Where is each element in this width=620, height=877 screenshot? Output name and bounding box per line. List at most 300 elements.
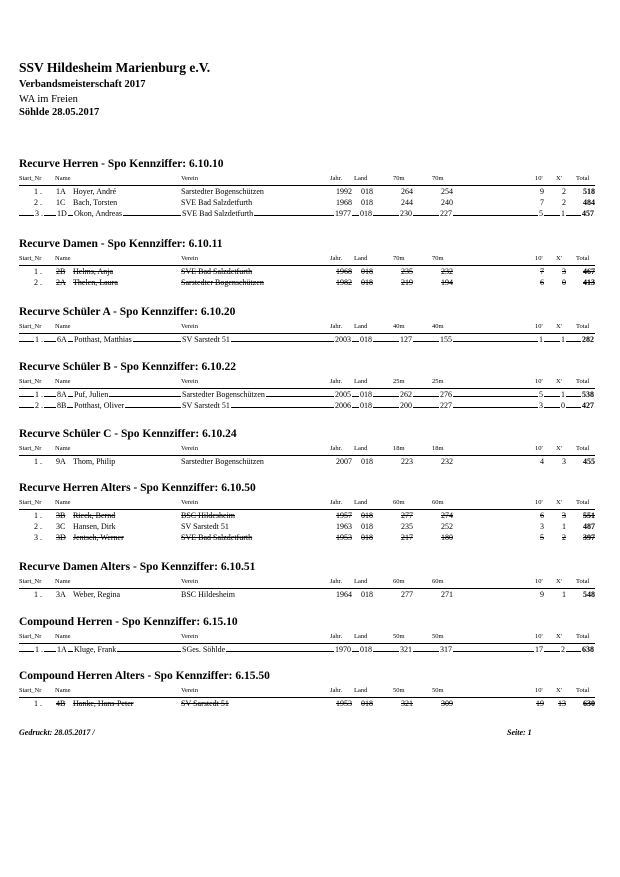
cell-x: 2	[561, 645, 565, 654]
cell-d2: 254	[441, 187, 453, 196]
result-row	[0, 590, 620, 601]
cell-d2: 232	[441, 267, 453, 276]
cell-x: 2	[562, 533, 566, 542]
cell-d1: 321	[401, 699, 413, 708]
cell-d1: 262	[400, 390, 412, 399]
cell-name: Puf, Julien	[74, 390, 109, 399]
column-header-start: Start_Nr	[19, 499, 42, 506]
section-title: Recurve Schüler B - Spo Kennziffer: 6.10.22	[19, 361, 236, 373]
cell-d2: 317	[440, 645, 452, 654]
cell-name: Thom, Philip	[73, 457, 116, 466]
section-title: Recurve Damen Alters - Spo Kennziffer: 6.10.51	[19, 561, 256, 573]
cell-year: 1953	[336, 533, 352, 542]
cell-club: SVE Bad Salzdetfurth	[182, 209, 254, 218]
column-header-year: Jahr.	[330, 445, 343, 452]
column-header-row	[0, 687, 620, 697]
cell-x: 3	[562, 267, 566, 276]
cell-year: 1968	[336, 198, 352, 207]
column-header-year: Jahr.	[330, 378, 343, 385]
cell-d2: 276	[440, 390, 452, 399]
column-header-row	[0, 175, 620, 185]
cell-land: 018	[360, 401, 372, 410]
header-divider	[19, 509, 595, 510]
cell-tens: 17	[535, 645, 543, 654]
column-header-total: Total	[576, 378, 590, 385]
column-header-row	[0, 445, 620, 455]
cell-tens: 7	[540, 198, 544, 207]
cell-land: 018	[361, 278, 373, 287]
cell-club: SGes. Söhlde	[182, 645, 226, 654]
result-row	[0, 278, 620, 289]
cell-club: SVE Bad Salzdetfurth	[181, 198, 253, 207]
column-header-name: Name	[55, 323, 71, 330]
cell-name: Potthast, Oliver	[74, 401, 125, 410]
cell-total: 413	[583, 278, 595, 287]
cell-year: 1970	[335, 645, 351, 654]
cell-d1: 244	[401, 198, 413, 207]
column-header-d2: 60m	[432, 499, 444, 506]
cell-year: 1982	[336, 278, 352, 287]
cell-club: SV Sarstedt 51	[182, 335, 230, 344]
column-header-row	[0, 633, 620, 643]
column-header-club: Verein	[181, 378, 198, 385]
cell-total: 455	[583, 457, 595, 466]
cell-d2: 240	[441, 198, 453, 207]
cell-tens: 7	[540, 267, 544, 276]
column-header-start: Start_Nr	[19, 687, 42, 694]
column-header-total: Total	[576, 633, 590, 640]
cell-total: 538	[582, 390, 594, 399]
column-header-club: Verein	[181, 687, 198, 694]
column-header-year: Jahr.	[330, 175, 343, 182]
column-header-d1: 50m	[393, 633, 405, 640]
column-header-row	[0, 323, 620, 333]
cell-start: 4B	[56, 699, 66, 708]
cell-d1: 277	[401, 590, 413, 599]
cell-x: 2	[562, 198, 566, 207]
cell-land: 018	[361, 511, 373, 520]
cell-pos: 1 .	[34, 267, 42, 276]
column-header-land: Land	[354, 499, 368, 506]
cell-d1: 235	[401, 522, 413, 531]
cell-x: 3	[562, 511, 566, 520]
column-header-year: Jahr.	[330, 255, 343, 262]
cell-pos: 3 .	[34, 533, 42, 542]
header-divider	[19, 185, 595, 186]
column-header-tens: 10'	[535, 499, 543, 506]
cell-d1: 277	[401, 511, 413, 520]
cell-total: 548	[583, 590, 595, 599]
column-header-total: Total	[576, 323, 590, 330]
column-header-start: Start_Nr	[19, 323, 42, 330]
cell-start: 2B	[56, 267, 66, 276]
cell-total: 487	[583, 522, 595, 531]
cell-name: Hansen, Dirk	[73, 522, 116, 531]
section-title: Compound Herren Alters - Spo Kennziffer: 6.15.50	[19, 670, 270, 682]
column-header-land: Land	[354, 445, 368, 452]
cell-total: 397	[583, 533, 595, 542]
cell-year: 1977	[335, 209, 351, 218]
cell-land: 018	[361, 590, 373, 599]
column-header-land: Land	[354, 687, 368, 694]
cell-club: SV Sarstedt 51	[181, 522, 229, 531]
cell-club: Sarstedter Bogenschützen	[181, 187, 264, 196]
column-header-land: Land	[354, 323, 368, 330]
column-header-year: Jahr.	[330, 633, 343, 640]
cell-d2: 252	[441, 522, 453, 531]
header-divider	[19, 265, 595, 266]
printed-date: Gedruckt: 28.05.2017 /	[19, 728, 95, 737]
cell-year: 1968	[336, 267, 352, 276]
column-header-club: Verein	[181, 633, 198, 640]
result-row	[0, 699, 620, 710]
column-header-total: Total	[576, 499, 590, 506]
cell-tens: 3	[540, 522, 544, 531]
column-header-land: Land	[354, 378, 368, 385]
cell-total: 518	[583, 187, 595, 196]
cell-d2: 232	[441, 457, 453, 466]
column-header-total: Total	[576, 255, 590, 262]
cell-pos: 1 .	[34, 457, 42, 466]
cell-tens: 9	[540, 187, 544, 196]
column-header-d2: 60m	[432, 578, 444, 585]
cell-land: 018	[360, 335, 372, 344]
column-header-total: Total	[576, 687, 590, 694]
column-header-name: Name	[55, 255, 71, 262]
cell-total: 638	[582, 645, 594, 654]
cell-d2: 227	[440, 209, 452, 218]
column-header-year: Jahr.	[330, 687, 343, 694]
column-header-name: Name	[55, 378, 71, 385]
section-title: Recurve Damen - Spo Kennziffer: 6.10.11	[19, 238, 223, 250]
column-header-total: Total	[576, 578, 590, 585]
cell-start: 8B	[57, 401, 67, 410]
column-header-year: Jahr.	[330, 578, 343, 585]
discipline: WA im Freien	[19, 94, 78, 105]
column-header-d2: 50m	[432, 687, 444, 694]
cell-name: Weber, Regina	[73, 590, 121, 599]
cell-start: 3C	[56, 522, 66, 531]
column-header-club: Verein	[181, 255, 198, 262]
column-header-total: Total	[576, 445, 590, 452]
cell-year: 2003	[335, 335, 351, 344]
column-header-x: X'	[556, 687, 562, 694]
cell-year: 2007	[336, 457, 352, 466]
cell-club: SVE Bad Salzdetfurth	[181, 267, 253, 276]
cell-land: 018	[360, 209, 372, 218]
cell-name: Potthast, Matthias	[74, 335, 132, 344]
cell-pos: 2 .	[34, 522, 42, 531]
cell-d1: 127	[400, 335, 412, 344]
cell-d2: 194	[441, 278, 453, 287]
cell-tens: 9	[540, 590, 544, 599]
cell-x: 13	[558, 699, 566, 708]
cell-d2: 271	[441, 590, 453, 599]
column-header-tens: 10'	[535, 175, 543, 182]
column-header-tens: 10'	[535, 687, 543, 694]
cell-d1: 264	[401, 187, 413, 196]
column-header-start: Start_Nr	[19, 578, 42, 585]
column-header-land: Land	[354, 175, 368, 182]
cell-start: 6A	[57, 335, 67, 344]
column-header-tens: 10'	[535, 578, 543, 585]
cell-tens: 3	[539, 401, 543, 410]
column-header-start: Start_Nr	[19, 633, 42, 640]
cell-d1: 219	[401, 278, 413, 287]
cell-start: 1A	[56, 187, 66, 196]
cell-pos: 2 .	[34, 198, 42, 207]
column-header-x: X'	[556, 323, 562, 330]
header-divider	[19, 588, 595, 589]
column-header-d1: 70m	[393, 175, 405, 182]
cell-name: Thelen, Laura	[73, 278, 118, 287]
cell-tens: 1	[539, 335, 543, 344]
cell-tens: 5	[540, 533, 544, 542]
header-divider	[19, 333, 595, 334]
column-header-x: X'	[556, 378, 562, 385]
cell-name: Kluge, Frank	[74, 645, 117, 654]
cell-d2: 274	[441, 511, 453, 520]
cell-d1: 200	[400, 401, 412, 410]
cell-land: 018	[360, 390, 372, 399]
cell-d2: 155	[440, 335, 452, 344]
cell-start: 3B	[56, 511, 66, 520]
cell-d1: 223	[401, 457, 413, 466]
column-header-tens: 10'	[535, 323, 543, 330]
column-header-start: Start_Nr	[19, 175, 42, 182]
cell-x: 1	[562, 522, 566, 531]
cell-pos: 1 .	[34, 511, 42, 520]
cell-d2: 180	[441, 533, 453, 542]
section-title: Recurve Schüler C - Spo Kennziffer: 6.10.24	[19, 428, 237, 440]
cell-name: Helms, Anja	[73, 267, 113, 276]
column-header-row	[0, 378, 620, 388]
cell-start: 3D	[56, 533, 66, 542]
result-row	[0, 522, 620, 533]
cell-year: 1963	[336, 522, 352, 531]
column-header-x: X'	[556, 578, 562, 585]
cell-pos: 1 .	[35, 335, 43, 344]
cell-total: 282	[582, 335, 594, 344]
result-row	[0, 335, 620, 346]
cell-x: 0	[561, 401, 565, 410]
result-row	[0, 187, 620, 198]
column-header-d2: 40m	[432, 323, 444, 330]
cell-land: 018	[361, 267, 373, 276]
column-header-start: Start_Nr	[19, 255, 42, 262]
cell-tens: 19	[536, 699, 544, 708]
column-header-land: Land	[354, 578, 368, 585]
cell-total: 467	[583, 267, 595, 276]
result-row	[0, 533, 620, 544]
column-header-club: Verein	[181, 499, 198, 506]
cell-club: SV Sarstedt 51	[181, 699, 229, 708]
cell-name: Rieck, Bernd	[73, 511, 116, 520]
header-divider	[19, 455, 595, 456]
column-header-d1: 70m	[393, 255, 405, 262]
cell-d1: 321	[400, 645, 412, 654]
result-row	[0, 457, 620, 468]
column-header-name: Name	[55, 499, 71, 506]
club-name: SSV Hildesheim Marienburg e.V.	[19, 60, 211, 75]
column-header-row	[0, 499, 620, 509]
result-row	[0, 390, 620, 401]
cell-tens: 5	[539, 209, 543, 218]
cell-x: 1	[561, 390, 565, 399]
cell-year: 1992	[336, 187, 352, 196]
column-header-start: Start_Nr	[19, 378, 42, 385]
column-header-name: Name	[55, 633, 71, 640]
column-header-club: Verein	[181, 323, 198, 330]
cell-pos: 1 .	[35, 390, 43, 399]
column-header-land: Land	[354, 255, 368, 262]
cell-x: 3	[562, 457, 566, 466]
cell-pos: 3 .	[35, 209, 43, 218]
cell-club: Sarstedter Bogenschützen	[182, 390, 265, 399]
header-divider	[19, 643, 595, 644]
cell-land: 018	[361, 522, 373, 531]
column-header-tens: 10'	[535, 378, 543, 385]
result-row	[0, 267, 620, 278]
event-title: Verbandsmeisterschaft 2017	[19, 79, 146, 90]
column-header-d2: 18m	[432, 445, 444, 452]
section-title: Recurve Herren Alters - Spo Kennziffer: 6.10.50	[19, 482, 256, 494]
column-header-d2: 70m	[432, 175, 444, 182]
column-header-x: X'	[556, 633, 562, 640]
column-header-d2: 25m	[432, 378, 444, 385]
cell-land: 018	[361, 198, 373, 207]
cell-start: 1A	[57, 645, 67, 654]
result-row	[0, 645, 620, 656]
cell-land: 018	[360, 645, 372, 654]
cell-year: 2005	[335, 390, 351, 399]
header-divider	[19, 388, 595, 389]
cell-total: 484	[583, 198, 595, 207]
cell-club: BSC Hildesheim	[181, 511, 236, 520]
column-header-year: Jahr.	[330, 499, 343, 506]
cell-pos: 1 .	[34, 699, 42, 708]
cell-d1: 235	[401, 267, 413, 276]
column-header-d1: 50m	[393, 687, 405, 694]
section-title: Recurve Herren - Spo Kennziffer: 6.10.10	[19, 158, 224, 170]
cell-club: SV Sarstedt 51	[182, 401, 230, 410]
header-divider	[19, 697, 595, 698]
section-title: Recurve Schüler A - Spo Kennziffer: 6.10.20	[19, 306, 236, 318]
column-header-x: X'	[556, 255, 562, 262]
cell-land: 018	[361, 187, 373, 196]
cell-x: 1	[561, 335, 565, 344]
column-header-tens: 10'	[535, 255, 543, 262]
column-header-x: X'	[556, 499, 562, 506]
cell-tens: 4	[540, 457, 544, 466]
cell-pos: 1 .	[35, 645, 43, 654]
result-row	[0, 198, 620, 209]
result-row	[0, 401, 620, 412]
cell-land: 018	[361, 699, 373, 708]
cell-land: 018	[361, 533, 373, 542]
column-header-d1: 18m	[393, 445, 405, 452]
cell-d1: 230	[400, 209, 412, 218]
cell-x: 1	[562, 590, 566, 599]
cell-land: 018	[361, 457, 373, 466]
cell-d1: 217	[401, 533, 413, 542]
column-header-d1: 60m	[393, 578, 405, 585]
cell-year: 1957	[336, 511, 352, 520]
cell-start: 2A	[56, 278, 66, 287]
cell-total: 457	[582, 209, 594, 218]
column-header-d1: 60m	[393, 499, 405, 506]
cell-pos: 1 .	[34, 187, 42, 196]
column-header-x: X'	[556, 175, 562, 182]
cell-name: Hanke, Hans-Peter	[73, 699, 134, 708]
cell-club: Sarstedter Bogenschützen	[181, 457, 264, 466]
cell-name: Hoyer, André	[73, 187, 117, 196]
result-row	[0, 511, 620, 522]
column-header-club: Verein	[181, 578, 198, 585]
cell-start: 3A	[56, 590, 66, 599]
cell-tens: 6	[540, 511, 544, 520]
column-header-d2: 70m	[432, 255, 444, 262]
column-header-year: Jahr.	[330, 323, 343, 330]
page-number: Seite: 1	[507, 728, 532, 737]
cell-club: SVE Bad Salzdetfurth	[181, 533, 253, 542]
column-header-club: Verein	[181, 445, 198, 452]
cell-total: 630	[583, 699, 595, 708]
cell-start: 1D	[57, 209, 67, 218]
cell-x: 2	[562, 187, 566, 196]
place-date: Söhlde 28.05.2017	[19, 107, 100, 118]
column-header-d2: 50m	[432, 633, 444, 640]
cell-pos: 2 .	[34, 278, 42, 287]
cell-d2: 227	[440, 401, 452, 410]
cell-pos: 1 .	[34, 590, 42, 599]
section-title: Compound Herren - Spo Kennziffer: 6.15.10	[19, 616, 238, 628]
cell-d2: 309	[441, 699, 453, 708]
column-header-start: Start_Nr	[19, 445, 42, 452]
cell-name: Jentsch, Werner	[73, 533, 124, 542]
column-header-tens: 10'	[535, 445, 543, 452]
column-header-name: Name	[55, 175, 71, 182]
cell-x: 0	[562, 278, 566, 287]
column-header-row	[0, 255, 620, 265]
cell-x: 1	[561, 209, 565, 218]
column-header-d1: 40m	[393, 323, 405, 330]
column-header-total: Total	[576, 175, 590, 182]
column-header-tens: 10'	[535, 633, 543, 640]
column-header-d1: 25m	[393, 378, 405, 385]
column-header-club: Verein	[181, 175, 198, 182]
cell-total: 427	[582, 401, 594, 410]
cell-tens: 5	[539, 390, 543, 399]
cell-name: Okon, Andreas	[74, 209, 122, 218]
column-header-name: Name	[55, 445, 71, 452]
cell-club: BSC Hildesheim	[181, 590, 236, 599]
column-header-name: Name	[55, 687, 71, 694]
column-header-row	[0, 578, 620, 588]
cell-total: 551	[583, 511, 595, 520]
cell-name: Bach, Torsten	[73, 198, 118, 207]
cell-tens: 6	[540, 278, 544, 287]
result-row	[0, 209, 620, 220]
cell-year: 1964	[336, 590, 352, 599]
cell-start: 9A	[56, 457, 66, 466]
column-header-x: X'	[556, 445, 562, 452]
column-header-land: Land	[354, 633, 368, 640]
cell-start: 8A	[57, 390, 67, 399]
cell-year: 2006	[335, 401, 351, 410]
column-header-name: Name	[55, 578, 71, 585]
cell-pos: 2 .	[35, 401, 43, 410]
